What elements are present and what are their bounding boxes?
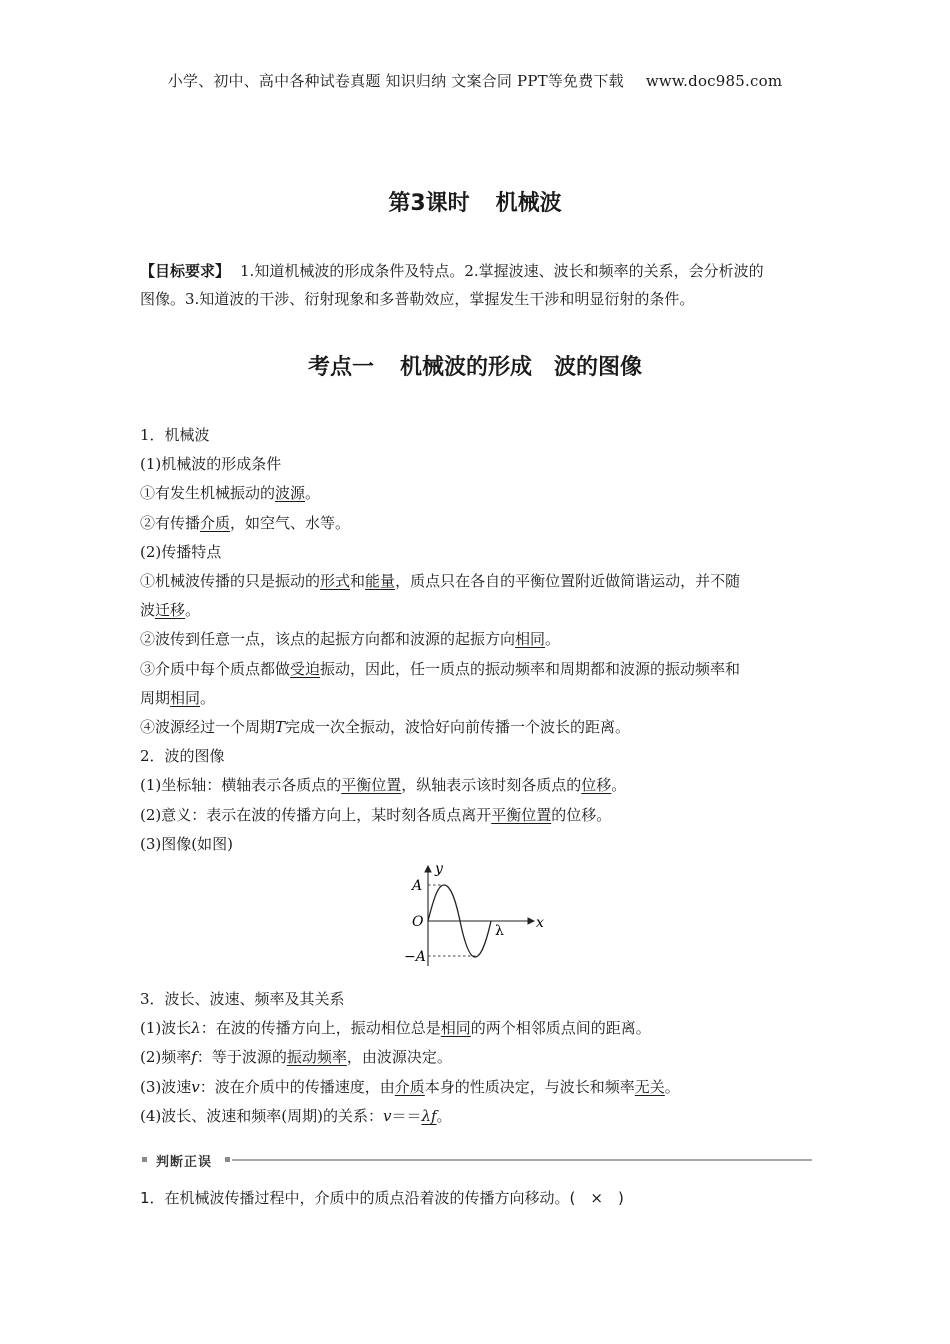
blank-vibration-frequency: 振动频率 bbox=[286, 1048, 347, 1067]
def-speed: (3)波速v：波在介质中的传播速度，由介质本身的性质决定，与波长和频率无关。 bbox=[140, 1077, 680, 1096]
goal-line-2: 图像。3.知道波的干涉、衍射现象和多普勒效应，掌握发生干涉和明显衍射的条件。 bbox=[140, 290, 695, 308]
page-title bbox=[0, 186, 950, 217]
x-label: x bbox=[536, 915, 544, 932]
blank-same-phase: 相同 bbox=[440, 1019, 471, 1038]
judge-label: 判断正误 bbox=[156, 1155, 213, 1170]
feature-3-cont: 周期相同。 bbox=[140, 688, 216, 707]
divider-line bbox=[232, 1159, 812, 1161]
bullet-square-icon bbox=[225, 1157, 230, 1162]
section-title: 机械波的形成 波的图像 bbox=[400, 355, 643, 380]
def-relation: (4)波长、波速和频率(周期)的关系：v＝＝λf。 bbox=[140, 1106, 452, 1125]
y-label: y bbox=[435, 861, 443, 878]
def-frequency: (2)频率f：等于波源的振动频率，由波源决定。 bbox=[140, 1048, 452, 1067]
blank-energy: 能量 bbox=[365, 572, 396, 591]
blank-form: 形式 bbox=[320, 572, 351, 591]
blank-medium: 介质 bbox=[200, 513, 231, 532]
sub-propagation-features: (2)传播特点 bbox=[140, 542, 222, 561]
goal-label: 【目标要求】 bbox=[140, 262, 231, 280]
origin-label: O bbox=[412, 914, 424, 931]
section-heading bbox=[0, 350, 950, 381]
blank-forced: 受迫 bbox=[290, 659, 321, 678]
graph-meaning: (2)意义：表示在波的传播方向上，某时刻各质点离开平衡位置的位移。 bbox=[140, 805, 612, 824]
graph-figure-label: (3)图像(如图) bbox=[140, 834, 233, 853]
blank-equilibrium: 平衡位置 bbox=[341, 776, 402, 795]
content-body bbox=[140, 421, 812, 1131]
blank-same-direction: 相同 bbox=[515, 630, 546, 649]
wave-graph-figure bbox=[140, 859, 812, 985]
title-lesson: 第3课时 bbox=[388, 191, 470, 216]
heading-wave-graph: 2．波的图像 bbox=[140, 747, 225, 766]
header-text: 小学、初中、高中各种试卷真题 知识归纳 文案合同 PPT等免费下载 bbox=[167, 72, 624, 90]
neg-amplitude-label: −A bbox=[404, 949, 426, 966]
judge-section-bar bbox=[140, 1152, 812, 1168]
feature-3: ③介质中每个质点都做受迫振动，因此，任一质点的振动频率和周期都和波源的振动频率和 bbox=[140, 659, 741, 678]
def-wavelength: (1)波长λ：在波的传播方向上，振动相位总是相同的两个相邻质点间的距离。 bbox=[140, 1019, 651, 1038]
condition-2: ②有传播介质，如空气、水等。 bbox=[140, 513, 351, 532]
feature-1: ①机械波传播的只是振动的形式和能量，质点只在各自的平衡位置附近做简谐运动，并不随 bbox=[140, 572, 741, 591]
goal-line-1: 1.知道机械波的形成条件及特点。2.掌握波速、波长和频率的关系，会分析波的 bbox=[240, 262, 764, 280]
blank-irrelevant: 无关 bbox=[634, 1077, 665, 1096]
header-site-link[interactable]: www.doc985.com bbox=[645, 72, 783, 90]
blank-equilibrium-2: 平衡位置 bbox=[491, 805, 552, 824]
blank-medium-2: 介质 bbox=[394, 1077, 425, 1096]
learning-goals bbox=[140, 257, 812, 313]
wavelength-label: λ bbox=[495, 923, 504, 940]
title-topic: 机械波 bbox=[495, 191, 562, 216]
bullet-square-icon bbox=[142, 1157, 147, 1162]
heading-mechanical-wave: 1．机械波 bbox=[140, 426, 210, 444]
wave-graph bbox=[398, 861, 688, 971]
blank-lambda-f: λf bbox=[421, 1106, 437, 1125]
blank-displacement: 位移 bbox=[581, 776, 612, 795]
heading-wavelength-relation: 3．波长、波速、频率及其关系 bbox=[140, 990, 345, 1009]
amplitude-label: A bbox=[412, 878, 423, 895]
condition-1: ①有发生机械振动的波源。 bbox=[140, 484, 321, 503]
blank-migrate: 迁移 bbox=[155, 601, 186, 620]
judge-question-1: 1．在机械波传播过程中，介质中的质点沿着波的传播方向移动。( × ) bbox=[140, 1189, 624, 1207]
feature-2: ②波传到任意一点，该点的起振方向都和波源的起振方向相同。 bbox=[140, 630, 561, 649]
blank-same-period: 相同 bbox=[170, 688, 201, 707]
sub-formation-conditions: (1)机械波的形成条件 bbox=[140, 455, 282, 474]
feature-1-cont: 波迁移。 bbox=[140, 601, 201, 620]
graph-axes: (1)坐标轴：横轴表示各质点的平衡位置，纵轴表示该时刻各质点的位移。 bbox=[140, 776, 627, 795]
feature-4: ④波源经过一个周期T完成一次全振动，波恰好向前传播一个波长的距离。 bbox=[140, 718, 631, 737]
blank-wave-source: 波源 bbox=[275, 484, 306, 503]
section-number: 考点一 bbox=[307, 355, 374, 380]
page-header bbox=[0, 70, 950, 91]
